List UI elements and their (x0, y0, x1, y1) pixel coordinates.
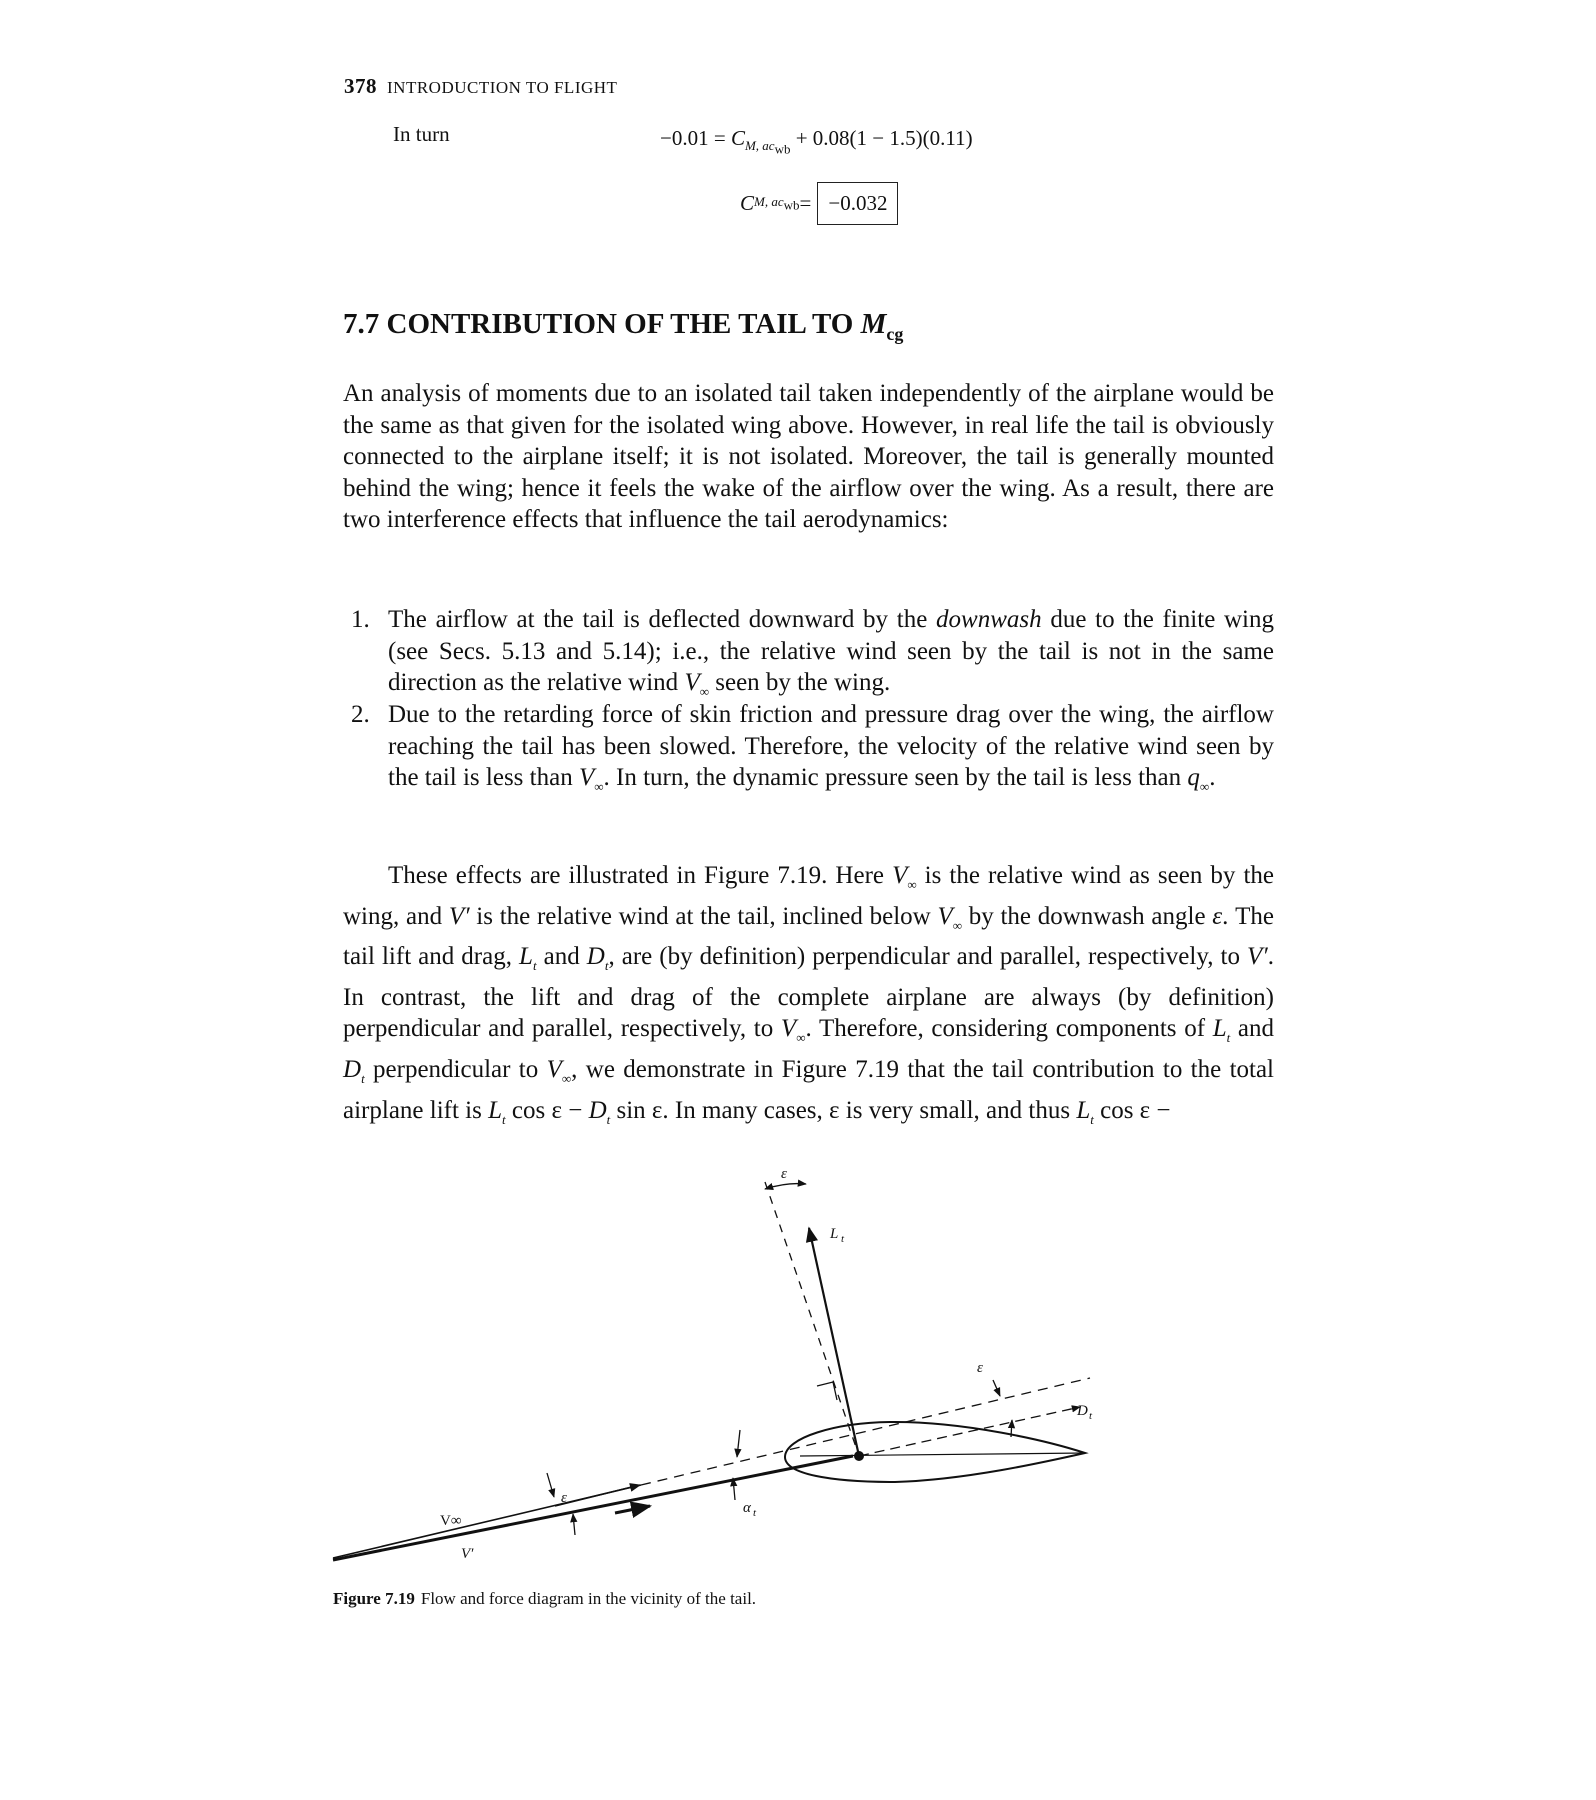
eq2-subsub: wb (783, 197, 800, 213)
list-text-b: due to the finite wing (see Secs. 5.13 and 5.14); i.e., the relative wind seen by the tail is not in the same direction as the relative wind (388, 606, 1274, 697)
right-angle-marker (817, 1382, 837, 1400)
text-run: by the downwash angle (962, 902, 1213, 930)
text-run: cos ε − (505, 1096, 589, 1124)
text-run: . In contrast, the lift and drag of the complete airplane are always (by definition) perpendicular and parallel, respectively, to (343, 943, 1274, 1043)
alpha-arrow-top (737, 1430, 740, 1457)
epsilon-top-arc (765, 1184, 806, 1189)
label-drag-sub: t (1089, 1410, 1093, 1422)
text-run: and (1230, 1015, 1274, 1043)
text-run: , are (by definition) perpendicular and parallel, respectively, to (608, 943, 1247, 971)
drag-vector (859, 1407, 1080, 1456)
tail-airfoil (785, 1422, 1085, 1482)
text-run: perpendicular to (364, 1055, 547, 1083)
symbol: ε (1212, 902, 1223, 930)
label-lift: L (830, 1226, 839, 1242)
label-lift-sub: t (841, 1233, 845, 1245)
list-number: 2. (351, 701, 370, 728)
symbol: V (937, 902, 953, 930)
equation-label: In turn (393, 122, 450, 146)
text-run: . Therefore, considering components of (805, 1015, 1213, 1043)
section-heading-text: 7.7 CONTRIBUTION OF THE TAIL TO (343, 308, 861, 340)
list-item (343, 699, 1274, 803)
eq1-right: + 0.08(1 − 1.5)(0.11) (790, 126, 973, 150)
symbol: V (892, 862, 908, 889)
symbol-sub: t (502, 1111, 506, 1127)
symbol-sub: t (1226, 1030, 1231, 1046)
list-text-a: The airflow at the tail is deflected downward by the (388, 606, 937, 633)
eq1-left: −0.01 = (660, 126, 731, 150)
list-number: 1. (351, 606, 370, 633)
symbol-sub: ∞ (561, 1070, 572, 1086)
text-run: is the relative wind as seen by the wing, and (343, 862, 1274, 930)
list-symbol-2: q (1187, 764, 1200, 792)
intro-paragraph: An analysis of moments due to an isolated tail taken independently of the airplane would be the same as that given for the isolated wing above. However, in real life the tail is obviously connected to the airplane itself; it is not isolated. Moreover, the tail is generally mounted behind the wing; hence it feels the wake of the airflow over the wing. As a result, there are two interference effects that influence the tail aerodynamics: (343, 380, 1274, 534)
section-heading (343, 308, 903, 345)
label-v-infinity: V∞ (440, 1513, 462, 1529)
label-epsilon-top: ε (781, 1166, 787, 1182)
figure-caption-label: Figure 7.19 (333, 1589, 415, 1608)
running-title: INTRODUCTION TO FLIGHT (387, 78, 618, 97)
text-run: sin ε. In many cases, ε is very small, and thus (610, 1096, 1077, 1124)
label-epsilon-right: ε (977, 1360, 983, 1376)
symbol-sub: ∞ (952, 917, 962, 933)
label-v-prime: V′ (461, 1546, 474, 1562)
text-run: and (536, 943, 587, 971)
label-epsilon-left: ε (561, 1490, 567, 1506)
epsilon-left-arrow-bottom (573, 1514, 575, 1535)
symbol-sub: ∞ (907, 877, 917, 892)
text-run: is the relative wind at the tail, inclined below (469, 902, 938, 930)
v-prime-arrow (615, 1506, 650, 1513)
label-alpha-sub: t (753, 1507, 757, 1519)
list-symbol-sub: ∞ (699, 684, 709, 700)
list-symbol-2-sub: ∞ (1199, 779, 1210, 795)
eq2-result-box: −0.032 (817, 182, 898, 225)
v-prime-line (333, 1456, 853, 1560)
figure-caption-text: Flow and force diagram in the vicinity of the tail. (420, 1589, 757, 1608)
label-alpha: α (743, 1500, 751, 1516)
v-infinity-arrow (555, 1485, 640, 1506)
list-symbol: V (578, 764, 595, 792)
symbol-sub: t (606, 1111, 611, 1127)
epsilon-left-arrow-top (547, 1473, 554, 1497)
eq1-symbol: C (730, 126, 745, 150)
symbol-sub: t (1090, 1111, 1094, 1127)
symbol-sub: ∞ (796, 1030, 806, 1046)
tail-flow-force-diagram (325, 1160, 1105, 1570)
symbol: L (1076, 1096, 1091, 1124)
text-run: cos ε − (1093, 1096, 1171, 1124)
list-emphasis: downwash (936, 606, 1042, 633)
list-symbol-sub: ∞ (594, 779, 604, 795)
epsilon-right-arrow-top (993, 1380, 1000, 1396)
symbol-sub: t (361, 1070, 365, 1086)
effects-paragraph (343, 860, 1274, 1135)
text-run: . The tail lift and drag, (343, 902, 1274, 971)
section-heading-symbol: M (860, 308, 887, 340)
eq2-symbol: C (740, 191, 755, 215)
section-heading-sub: cg (886, 323, 904, 344)
symbol-sub: t (604, 958, 609, 974)
symbol: V′ (448, 902, 470, 930)
symbol: D (586, 943, 605, 971)
list-text (388, 699, 1274, 803)
list-text-c: seen by the wing. (709, 669, 891, 697)
symbol: V (546, 1055, 562, 1083)
symbol: L (488, 1096, 502, 1124)
eq1-sub: M, ac (744, 138, 775, 154)
tail-pivot-point (854, 1451, 864, 1461)
equation-1 (660, 126, 973, 158)
list-symbol: V (684, 669, 700, 697)
label-drag: D (1077, 1403, 1088, 1419)
list-text-b: . In turn, the dynamic pressure seen by the tail is less than (603, 764, 1188, 792)
eq2-equals: = (799, 191, 812, 215)
eq2-sub: M, ac (754, 193, 784, 209)
chord-line (800, 1453, 1085, 1456)
eq1-subsub: wb (774, 141, 791, 157)
list-item (343, 604, 1274, 708)
page-number: 378 (344, 74, 377, 98)
text-run: These effects are illustrated in Figure 7.19. Here (388, 862, 893, 889)
symbol: V (780, 1015, 797, 1043)
list-text-c: . (1209, 764, 1216, 792)
lift-vector (809, 1228, 859, 1456)
list-text (388, 604, 1274, 708)
equation-2 (740, 182, 898, 225)
symbol: V′ (1247, 943, 1268, 971)
running-head (344, 74, 617, 99)
symbol: L (519, 943, 533, 971)
perpendicular-dashed (765, 1182, 859, 1456)
v-infinity-dashed (641, 1378, 1090, 1485)
figure-caption (333, 1589, 756, 1609)
symbol: L (1212, 1015, 1227, 1043)
list-text-a: Due to the retarding force of skin friction and pressure drag over the wing, the airflow reaching the tail has been slowed. Therefore, the velocity of the relative wind seen by the tail is less than (388, 701, 1274, 792)
text-run: , we demonstrate in Figure 7.19 that the tail contribution to the total airplane lift is (343, 1055, 1274, 1124)
symbol-sub: t (532, 958, 537, 974)
symbol: D (588, 1096, 607, 1124)
symbol: D (343, 1055, 362, 1083)
